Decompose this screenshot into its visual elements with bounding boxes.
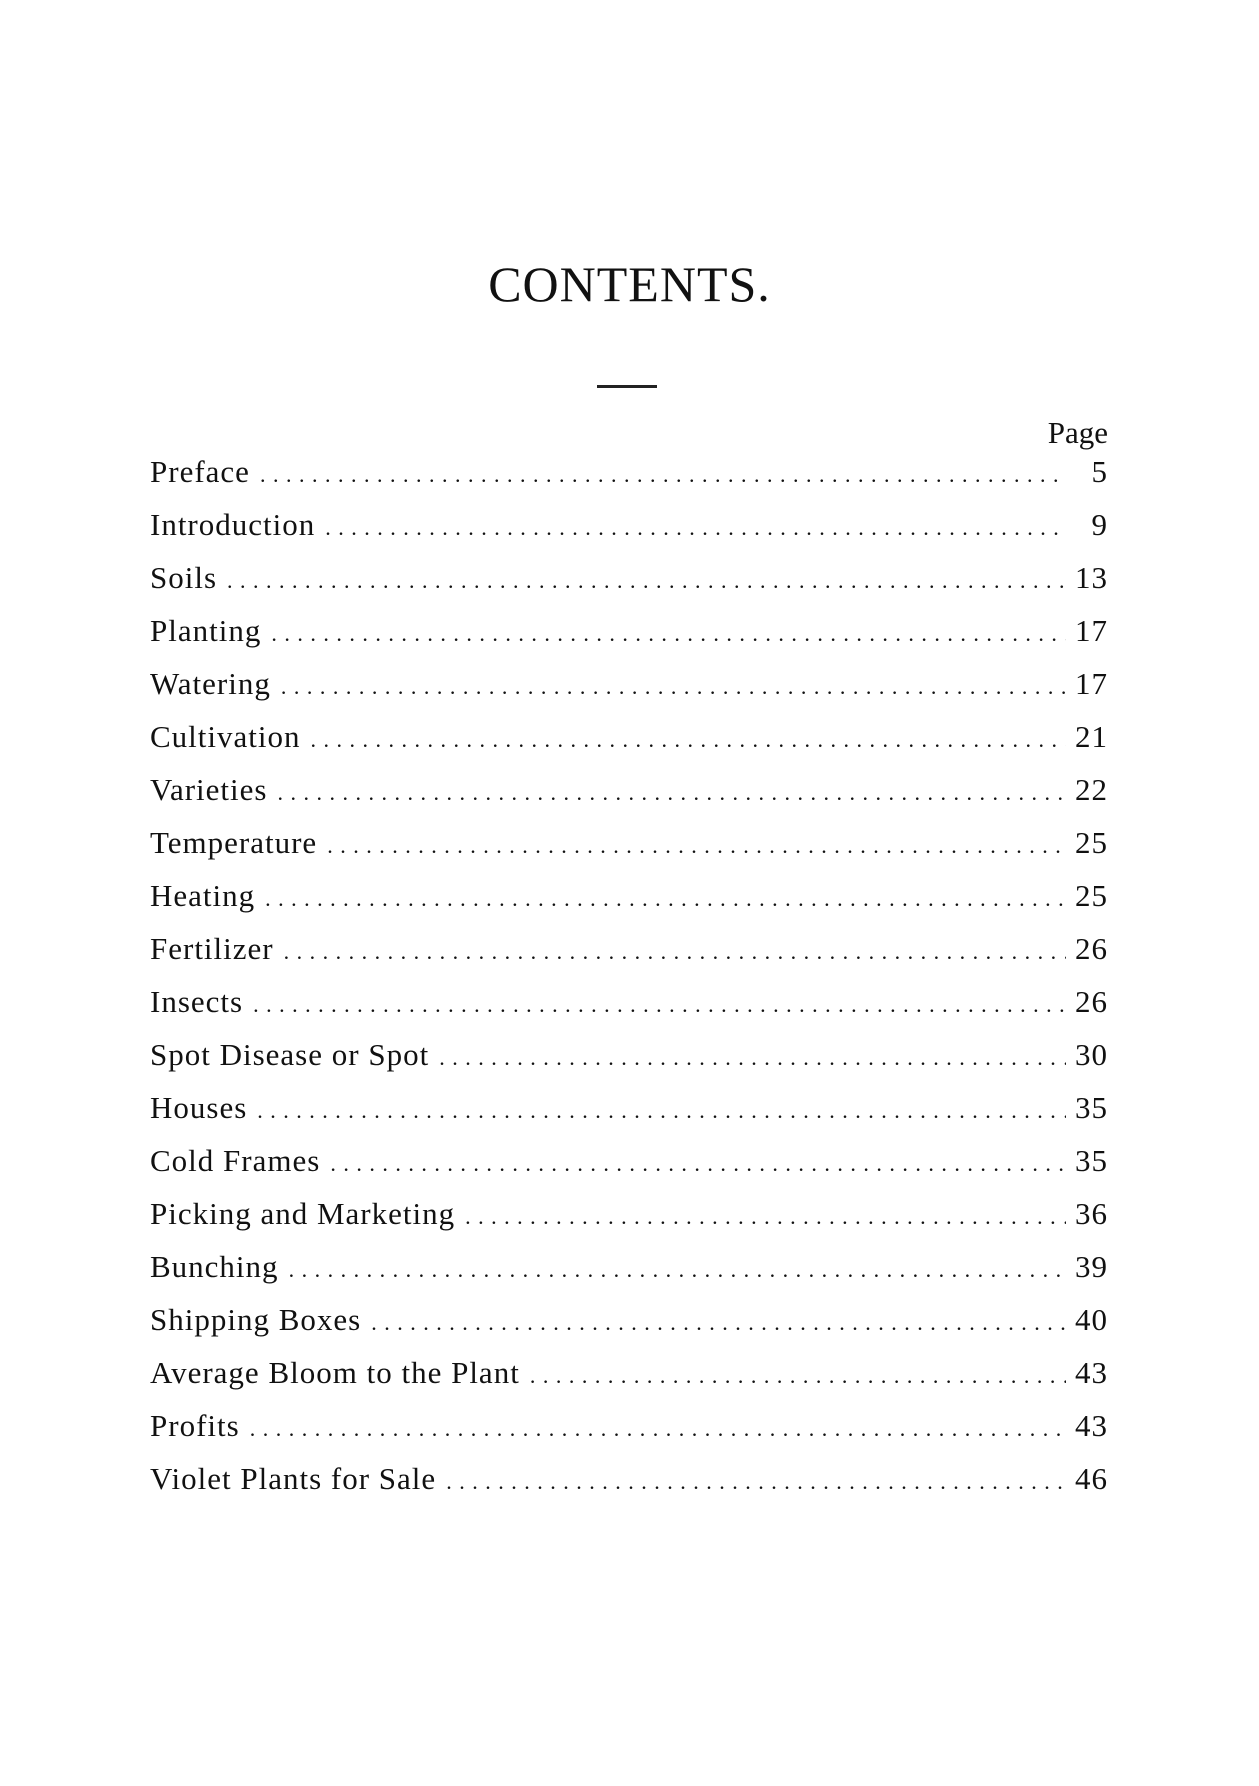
leader-dots <box>257 1098 1066 1124</box>
toc-entry-page: 35 <box>1075 1090 1108 1125</box>
toc-entry-page: 35 <box>1075 1143 1108 1178</box>
toc-entry <box>150 560 1108 613</box>
toc-entry-page: 17 <box>1075 613 1108 648</box>
toc-entry <box>150 666 1108 719</box>
toc-entry-label: Temperature <box>150 825 318 860</box>
toc-entry-page: 40 <box>1075 1302 1108 1337</box>
leader-dots <box>439 1045 1066 1071</box>
leader-dots <box>281 674 1066 700</box>
toc-entry-label: Houses <box>150 1090 248 1125</box>
leader-dots <box>253 992 1066 1018</box>
toc-entry <box>150 613 1108 666</box>
toc-entry-label: Average Bloom to the Plant <box>150 1355 520 1390</box>
toc-entry-label: Cultivation <box>150 719 301 754</box>
toc-entry-label: Introduction <box>150 507 316 542</box>
leader-dots <box>277 780 1066 806</box>
toc-entry-label: Cold Frames <box>150 1143 321 1178</box>
toc-entry-label: Violet Plants for Sale <box>150 1461 437 1496</box>
toc-entry-page: 17 <box>1075 666 1108 701</box>
toc-entry-label: Insects <box>150 984 244 1019</box>
toc-entry <box>150 1037 1108 1090</box>
toc-entry <box>150 1355 1108 1408</box>
toc-entry-page: 30 <box>1075 1037 1108 1072</box>
toc-entry-label: Soils <box>150 560 218 595</box>
leader-dots <box>271 621 1066 647</box>
leader-dots <box>530 1363 1066 1389</box>
toc-entry-label: Bunching <box>150 1249 279 1284</box>
toc-entry <box>150 454 1108 507</box>
toc-entry <box>150 1196 1108 1249</box>
leader-dots <box>250 1416 1066 1442</box>
toc-entry <box>150 878 1108 931</box>
toc-entry-page: 22 <box>1075 772 1108 807</box>
toc-entry-page: 25 <box>1075 825 1108 860</box>
toc-entry-page: 25 <box>1075 878 1108 913</box>
leader-dots <box>330 1151 1066 1177</box>
toc-entry <box>150 931 1108 984</box>
leader-dots <box>325 515 1066 541</box>
toc-entry <box>150 825 1108 878</box>
toc-entry-label: Preface <box>150 454 250 489</box>
toc-entry <box>150 1143 1108 1196</box>
leader-dots <box>265 886 1066 912</box>
toc-entry <box>150 719 1108 772</box>
toc-entry-page: 5 <box>1091 454 1108 489</box>
toc-entry <box>150 1090 1108 1143</box>
toc-entry-page: 26 <box>1075 984 1108 1019</box>
leader-dots <box>289 1257 1066 1283</box>
page-column-header: Page <box>1047 415 1108 450</box>
toc-entry-label: Varieties <box>150 772 268 807</box>
toc-entry-page: 26 <box>1075 931 1108 966</box>
toc-entry-page: 43 <box>1075 1408 1108 1443</box>
leader-dots <box>465 1204 1066 1230</box>
toc-entry-page: 21 <box>1075 719 1108 754</box>
toc-entry-label: Picking and Marketing <box>150 1196 456 1231</box>
toc-entry-page: 9 <box>1091 507 1108 542</box>
toc-entry <box>150 1461 1108 1514</box>
leader-dots <box>311 727 1067 753</box>
toc-entry-label: Shipping Boxes <box>150 1302 362 1337</box>
toc-entry-page: 36 <box>1075 1196 1108 1231</box>
toc-entry-page: 39 <box>1075 1249 1108 1284</box>
leader-dots <box>260 462 1066 488</box>
title-rule <box>597 385 657 388</box>
toc-entry <box>150 1408 1108 1461</box>
toc-entry-label: Profits <box>150 1408 240 1443</box>
leader-dots <box>227 568 1066 594</box>
leader-dots <box>371 1310 1066 1336</box>
toc-entry-label: Spot Disease or Spot <box>150 1037 430 1072</box>
leader-dots <box>446 1469 1066 1495</box>
toc-entry-page: 46 <box>1075 1461 1108 1496</box>
toc-entry <box>150 984 1108 1037</box>
toc-entry-label: Planting <box>150 613 262 648</box>
page-title: CONTENTS. <box>488 256 771 312</box>
toc-entry <box>150 507 1108 560</box>
toc-entry <box>150 772 1108 825</box>
toc-entry-label: Fertilizer <box>150 931 274 966</box>
leader-dots <box>327 833 1066 859</box>
table-of-contents <box>150 412 1108 1514</box>
toc-entry <box>150 1302 1108 1355</box>
toc-entry <box>150 1249 1108 1302</box>
toc-entry-label: Heating <box>150 878 256 913</box>
leader-dots <box>284 939 1066 965</box>
toc-entry-page: 13 <box>1075 560 1108 595</box>
toc-entry-label: Watering <box>150 666 271 701</box>
toc-entry-page: 43 <box>1075 1355 1108 1390</box>
toc-entries <box>150 454 1108 1514</box>
